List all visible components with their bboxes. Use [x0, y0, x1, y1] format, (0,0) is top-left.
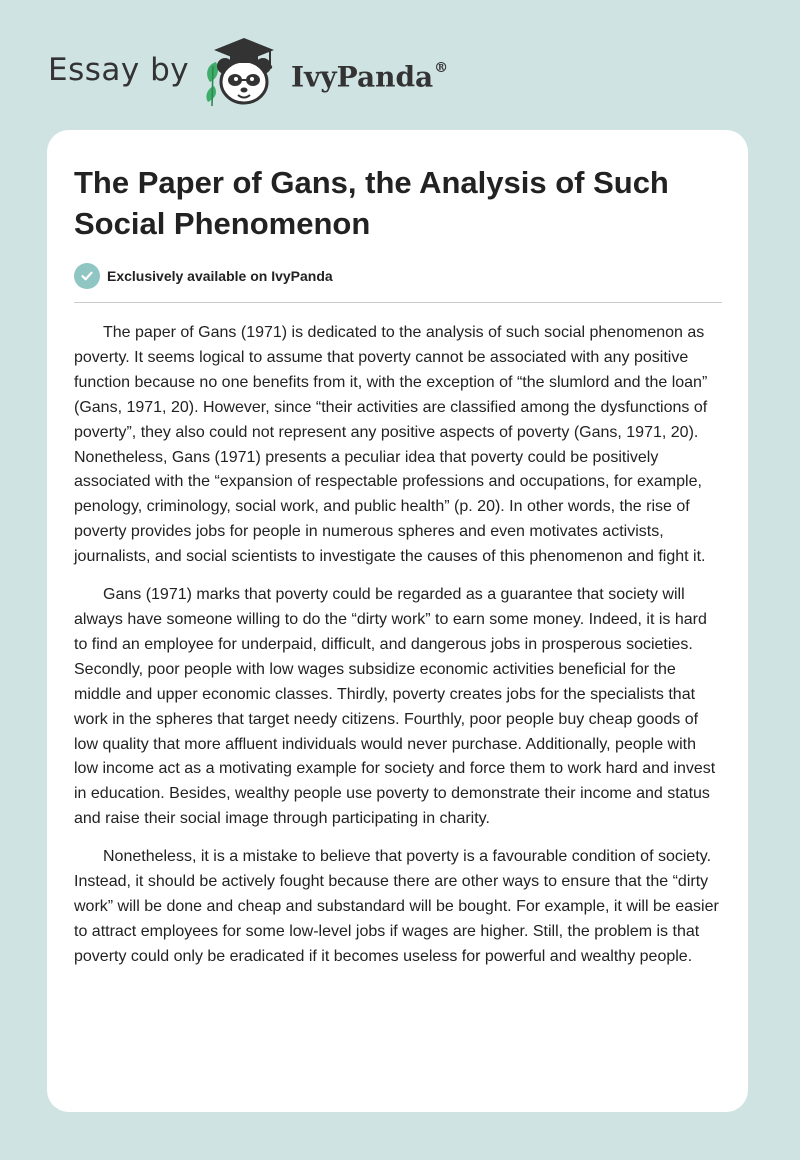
- essay-body: [74, 321, 724, 983]
- essay-card: [47, 130, 748, 1112]
- paragraph: Gans (1971) marks that poverty could be regarded as a guarantee that society will always have someone willing to do the “dirty work” to earn some money. Indeed, it is hard to find an employee for underpaid, difficult, and dangerous jobs in prosperous societies. Secondly, poor people with low wages subsidize economic activities beneficial for the middle and upper economic classes. Thirdly, poverty creates jobs for the specialists that work in the spheres that target needy citizens. Fourthly, poor people buy cheap goods of low quality that more affluent individuals would never purchase. Additionally, people with low income act as a motivating example for society and force them to work hard and invest in education. Besides, wealthy people use poverty to demonstrate their income and status and raise their social image through participating in charity.: [74, 586, 716, 828]
- check-icon: [74, 263, 100, 289]
- registered-mark: ®: [434, 60, 449, 76]
- site-header: [0, 0, 800, 128]
- exclusive-badge: [74, 263, 333, 289]
- essay-by-label: Essay by: [48, 52, 190, 88]
- brand-name: IvyPanda: [291, 60, 434, 94]
- page-title: The Paper of Gans, the Analysis of Such Social Phenomenon: [74, 165, 669, 241]
- panda-mascot-icon[interactable]: [200, 36, 282, 108]
- title-divider: [74, 302, 722, 303]
- exclusive-badge-label: Exclusively available on IvyPanda: [107, 268, 333, 284]
- brand-logo[interactable]: [291, 52, 448, 97]
- paragraph: The paper of Gans (1971) is dedicated to the analysis of such social phenomenon as poverty. It seems logical to assume that poverty cannot be associated with any positive function because no one benefits from it, with the exception of “the slumlord and the loan” (Gans, 1971, 20). However, since “their activities are classified among the dysfunctions of poverty”, they also could not represent any positive aspects of poverty (Gans, 1971, 20). Nonetheless, Gans (1971) presents a peculiar idea that poverty could be positively associated with the “expansion of respectable professions and occupations, for example, penology, criminology, social work, and public health” (p. 20). In other words, the rise of poverty provides jobs for people in numerous spheres and even motivates activists, journalists, and social scientists to investigate the causes of this phenomenon and fight it.: [74, 324, 708, 566]
- paragraph: Nonetheless, it is a mistake to believe that poverty is a favourable condition of society. Instead, it should be actively fought because there are other ways to ensure that the “dirty work” will be done and cheap and substandard will be bought. For example, it will be easier to attract employees for some low-level jobs if wages are higher. Still, the problem is that poverty could only be eradicated if it becomes useless for powerful and wealthy people.: [74, 848, 719, 965]
